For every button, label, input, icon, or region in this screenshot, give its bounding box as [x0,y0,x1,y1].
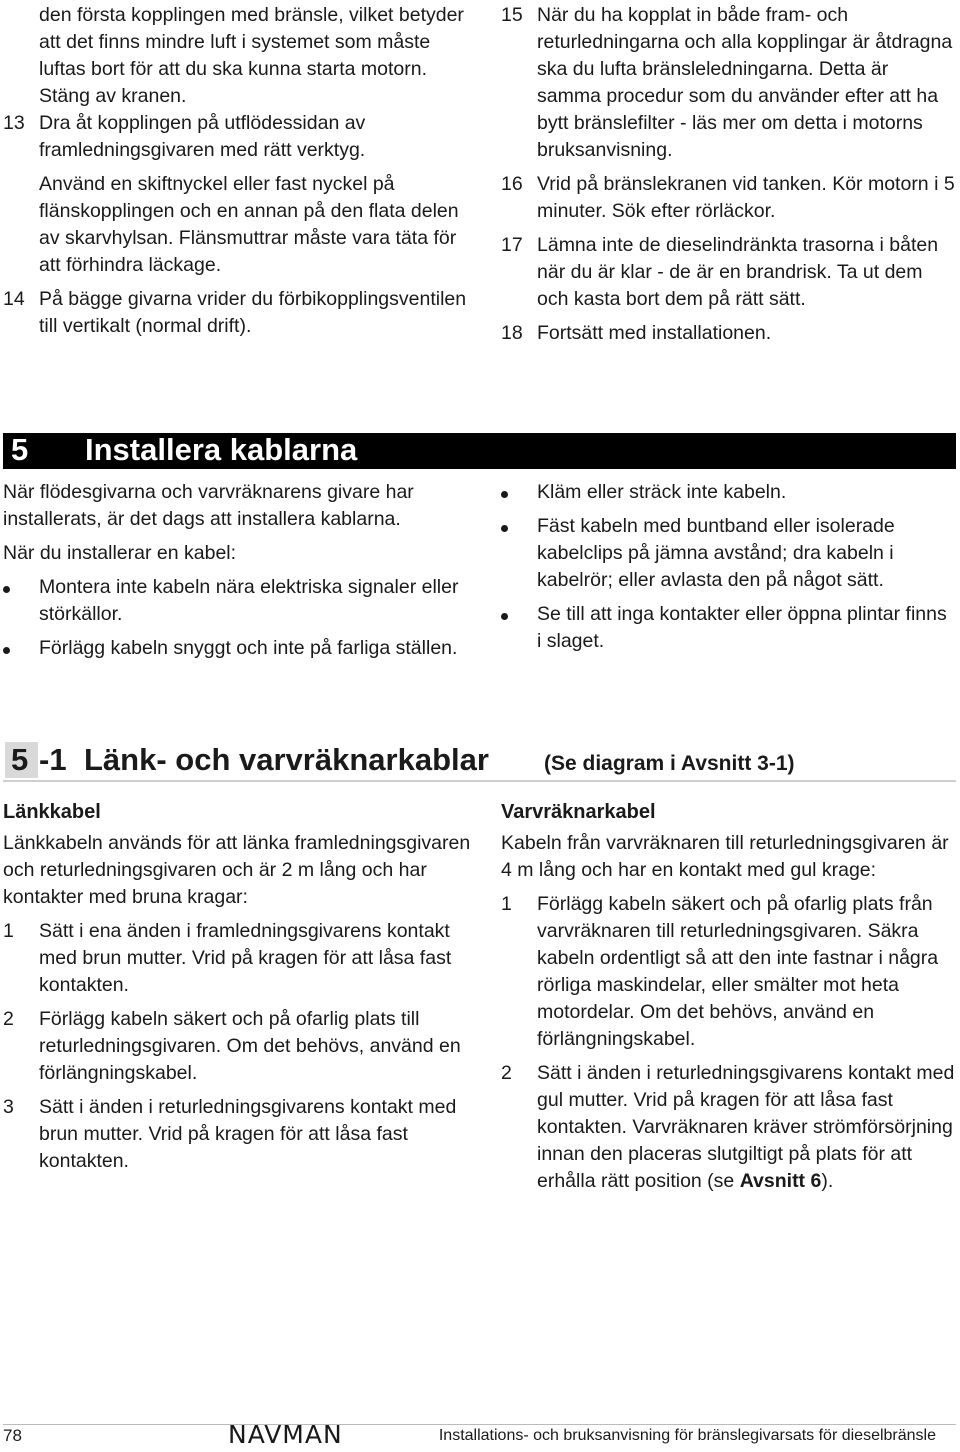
step-number: 16 [501,173,523,195]
section-intro: När flödesgivarna och varvräknarens givare har installerats, är det dags att installera kablarna. [3,481,414,530]
continued-paragraph: den första kopplingen med bränsle, vilket betyder att det finns mindre luft i systemet som måste luftas bort för att du ska kunna starta motorn. Stäng av kranen. [39,4,464,107]
step-15 [501,2,956,164]
step-text: Förlägg kabeln säkert och på ofarlig plats till returledningsgivaren. Om det behövs, använd en förlängningskabel. [39,1008,461,1084]
bullet-text: Se till att inga kontakter eller öppna plintar finns i slaget. [537,603,947,652]
section-5-1-right [501,799,956,1195]
link-cable-intro: Länkkabeln används för att länka framledningsgivaren och returledningsgivaren och är 2 m lång och har kontakter med bruna kragar: [3,832,471,908]
step-text [537,1060,956,1195]
step-text: Sätt i änden i returledningsgivarens kontakt med brun mutter. Vrid på kragen för att låsa fast kontakten. [39,1096,457,1172]
bullet-item [3,635,473,662]
section-reference: (Se diagram i Avsnitt 3-1) [544,752,795,775]
step-number: 1 [501,893,512,915]
step-text: Dra åt kopplingen på utflödessidan av framledningsgivaren med rätt verktyg. [39,112,366,161]
bullet-icon [3,586,10,593]
tacho-step-2 [501,1060,956,1195]
bullet-text: Kläm eller sträck inte kabeln. [537,481,787,503]
bullet-text: Förlägg kabeln snyggt och inte på farliga ställen. [39,637,458,659]
step-number: 18 [501,322,523,344]
bullet-icon [501,491,508,498]
bullet-item [3,574,473,628]
section-lead: När du installerar en kabel: [3,542,237,564]
link-step-2 [3,1006,473,1087]
section-title: Länk- och varvräknarkablar [84,742,489,777]
section-subnumber: -1 [39,742,67,777]
step-text: Sätt i ena änden i framledningsgivarens kontakt med brun mutter. Vrid på kragen för att låsa fast kontakten. [39,920,452,996]
link-step-1 [3,918,473,999]
bullet-icon [501,525,508,532]
bullet-icon [501,613,508,620]
page-number: 78 [3,1426,22,1445]
top-left-column [3,2,473,340]
step-text-part: ). [821,1170,834,1192]
step-text: Lämna inte de dieselindränkta trasorna i båten när du är klar - de är en brandrisk. Ta ut dem och kasta bort dem på rätt sätt. [537,234,939,310]
step-number: 15 [501,4,523,26]
section-5-heading [3,433,956,469]
step-text-part: Sätt i änden i returledningsgivarens kontakt med gul mutter. Vrid på kragen för att låsa fast kontakten. Varvräknaren kräver strömförsörjning innan den placeras slutgiltigt på plats för att erhålla rätt position (se [537,1062,955,1192]
bullet-item [501,601,956,655]
step-number: 14 [3,288,25,310]
step-17 [501,232,956,313]
bullet-icon [3,647,10,654]
section-link[interactable]: Avsnitt 6 [739,1170,822,1192]
bullet-item [501,513,956,594]
section-title: Installera kablarna [85,432,358,467]
link-cable-heading: Länkkabel [3,801,101,823]
step-16 [501,171,956,225]
section-number: 5 [11,742,29,777]
footer-divider [3,1424,956,1425]
brand-logo: NAVMAN [228,1420,343,1449]
section-5-right [501,479,956,655]
step-18 [501,320,956,347]
step-text: På bägge givarna vrider du förbikopplingsventilen till vertikalt (normal drift). [39,288,467,337]
step-number: 17 [501,234,523,256]
step-number: 2 [501,1062,512,1084]
step-number: 13 [3,112,25,134]
step-text: Förlägg kabeln säkert och på ofarlig plats från varvräknaren till returledningsgivaren. Säkra kabeln ordentligt så att den inte fastnar i några rörliga maskindelar, eller smälter mot heta motordelar. Om det behövs, använd en förlängningskabel. [537,893,939,1050]
tacho-cable-intro: Kabeln från varvräknaren till returledningsgivaren är 4 m lång och har en kontakt med gul krage: [501,832,949,881]
step-text: Fortsätt med installationen. [537,322,772,344]
section-5-1-left [3,799,473,1175]
tacho-cable-heading: Varvräknarkabel [501,801,656,823]
step-number: 3 [3,1096,14,1118]
top-right-column [501,2,956,347]
bullet-item [501,479,956,506]
step-note: Använd en skiftnyckel eller fast nyckel på flänskopplingen och en annan på den flata delen av skarvhylsan. Flänsmuttrar måste vara täta för att förhindra läckage. [39,173,459,276]
step-text: När du ha kopplat in både fram- och returledningarna och alla kopplingar är åtdragna ska du lufta bränsleledningarna. Detta är samma procedur som du använder efter att ha bytt bränslefilter - läs mer om detta i motorns bruksanvisning. [537,4,953,161]
step-13 [3,110,473,279]
document-title: Installations- och bruksanvisning för bränslegivarsats för dieselbränsle [438,1427,936,1444]
step-14 [3,286,473,340]
step-number: 1 [3,920,14,942]
section-5-left [3,479,473,662]
step-text: Vrid på bränslekranen vid tanken. Kör motorn i 5 minuter. Sök efter rörläckor. [537,173,955,222]
link-step-3 [3,1094,473,1175]
section-5-1-heading [3,742,956,782]
section-number: 5 [11,432,29,467]
tacho-step-1 [501,891,956,1053]
bullet-text: Fäst kabeln med buntband eller isolerade kabelclips på jämna avstånd; dra kabeln i kabelrör; eller avlasta den på något sätt. [537,515,895,591]
bullet-text: Montera inte kabeln nära elektriska signaler eller störkällor. [39,576,459,625]
step-number: 2 [3,1008,14,1030]
